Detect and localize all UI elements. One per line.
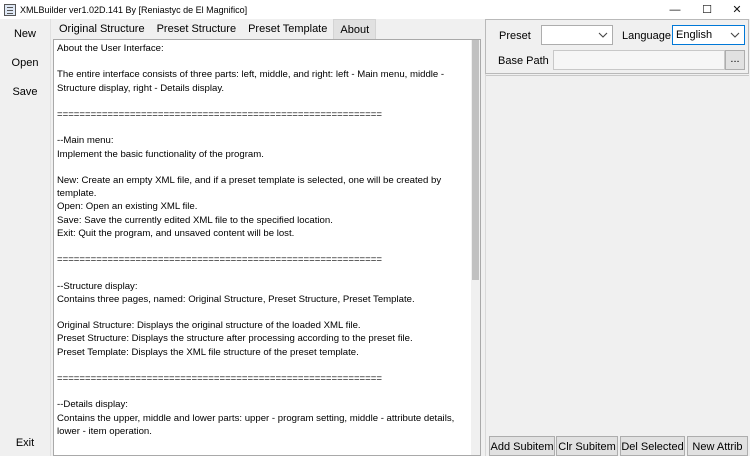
attribute-details-area[interactable] bbox=[486, 75, 749, 432]
save-button[interactable]: Save bbox=[12, 86, 38, 98]
new-button[interactable]: New bbox=[13, 28, 36, 40]
tab-preset-template[interactable]: Preset Template bbox=[248, 23, 328, 35]
language-select-value: English bbox=[676, 29, 713, 41]
browse-button[interactable]: ... bbox=[725, 50, 745, 70]
language-select[interactable] bbox=[672, 25, 745, 45]
window-title: XMLBuilder ver1.02D.141 By [Reniastyc de El Magnifico] bbox=[20, 4, 248, 15]
minimize-button[interactable]: — bbox=[669, 3, 681, 16]
tab-original-structure[interactable]: Original Structure bbox=[59, 23, 145, 35]
del-selected-button[interactable]: Del Selected bbox=[620, 436, 685, 456]
left-divider bbox=[50, 19, 51, 456]
chevron-down-icon bbox=[730, 29, 740, 41]
title-bar bbox=[0, 0, 750, 19]
clr-subitem-button[interactable]: Clr Subitem bbox=[556, 436, 618, 456]
language-label: Language bbox=[622, 30, 671, 42]
add-subitem-button[interactable]: Add Subitem bbox=[489, 436, 555, 456]
preset-select[interactable] bbox=[541, 25, 613, 45]
close-button[interactable]: ✕ bbox=[732, 4, 742, 16]
open-button[interactable]: Open bbox=[11, 57, 39, 69]
base-path-label: Base Path bbox=[498, 55, 549, 67]
chevron-down-icon bbox=[598, 29, 608, 41]
scrollbar-thumb[interactable] bbox=[472, 40, 479, 280]
tab-preset-structure[interactable]: Preset Structure bbox=[156, 23, 237, 35]
structure-tabs bbox=[53, 19, 376, 39]
tab-about[interactable]: About bbox=[333, 19, 376, 39]
app-icon bbox=[4, 4, 16, 16]
maximize-button[interactable]: ☐ bbox=[702, 4, 712, 16]
new-attrib-button[interactable]: New Attrib bbox=[687, 436, 748, 456]
preset-label: Preset bbox=[499, 30, 531, 42]
exit-button[interactable]: Exit bbox=[15, 437, 35, 449]
vertical-scrollbar[interactable] bbox=[471, 40, 480, 455]
about-textbox[interactable] bbox=[53, 39, 481, 456]
about-text: About the User Interface: The entire interface consists of three parts: left, middle, and right: left - Main menu, middle - Structure display, right - Details display. ========================================================== --Main menu: Implement the basic functionality of the program. New: Create an empty XML file, and if a preset template is selected, one will be created by template. Open: Open an existing XML file. Save: Save the currently edited XML file to the specified location. Exit: Quit the program, and unsaved content will be lost. ========================================================== --Structure display: Contains three pages, named: Original Structure, Preset Structure, Preset Template. Original Structure: Displays the original structure of the loaded XML file. Preset Structure: Displays the structure after processing according to the preset file. Preset Template: Displays the XML file structure of the preset template. ========================================================== --Details display: Contains the upper, middle and lower parts: upper - program setting, middle - attribute details, lower - item operation. bbox=[57, 43, 455, 437]
base-path-input[interactable] bbox=[553, 50, 725, 70]
